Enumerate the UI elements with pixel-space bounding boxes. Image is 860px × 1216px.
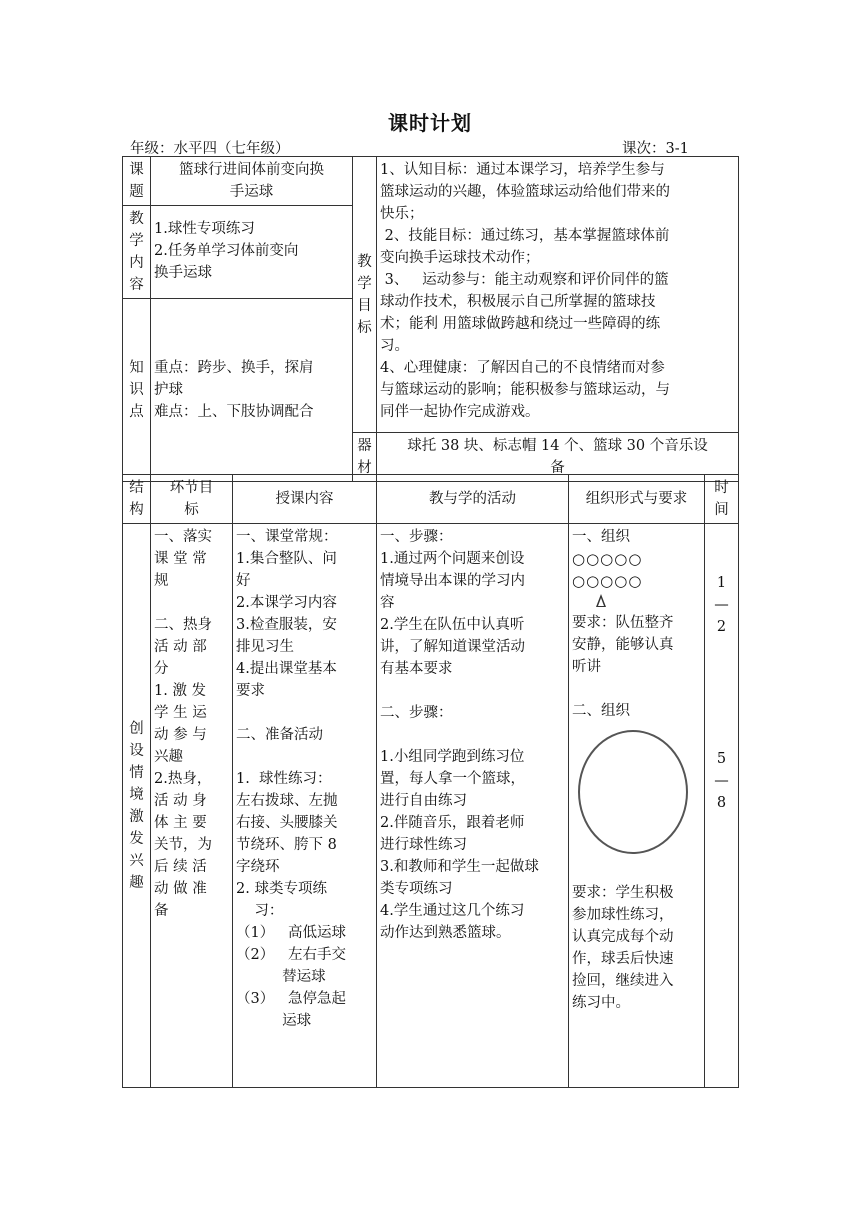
- activity-part2-line: 1.小组同学跑到练习位: [380, 749, 525, 765]
- goal-label-line: 教: [357, 253, 372, 270]
- knowledge-label-line: 点: [129, 404, 144, 420]
- goal-part2-line: 体 主 要: [154, 815, 207, 831]
- activity-cell: [377, 524, 569, 1088]
- goal-line: 3、 运动参与：能主动观察和评价同伴的篮: [380, 272, 669, 288]
- header-time: [705, 475, 739, 524]
- goal-line: 2、技能目标：通过练习，基本掌握篮球体前: [380, 228, 670, 244]
- org-req2-line: 捡回，继续进入: [572, 973, 674, 989]
- knowledge-line: 重点：跨步、换手，探肩: [154, 360, 314, 376]
- goal-part2-line: 学 生 运: [154, 705, 207, 721]
- goal-part2-line: 动 参 与: [154, 727, 207, 743]
- organization-cell: [569, 524, 705, 1088]
- content-line: 1.球性专项练习: [154, 221, 255, 237]
- activity-part2-line: 类专项练习: [380, 881, 453, 897]
- time-2-line: 8: [716, 795, 727, 811]
- content-part1-line: 排见习生: [236, 639, 294, 655]
- goal-label: [353, 157, 377, 433]
- org-req2-line: 要求：学生积极: [572, 885, 674, 901]
- content-part1-line: 好: [236, 573, 251, 589]
- header-activity: 教与学的活动: [377, 475, 569, 524]
- grade-label: 年级：水平四（七年级）: [130, 141, 290, 157]
- activity-part2-line: 进行自由练习: [380, 793, 467, 809]
- header-structure: [123, 475, 151, 524]
- structure-line: 发: [129, 830, 144, 847]
- header-goal-line: 标: [184, 502, 199, 518]
- activity-part1-line: 一、步骤：: [380, 529, 453, 545]
- structure-line: 兴: [129, 852, 144, 869]
- time-1-line: 1: [716, 575, 727, 591]
- content-part2-line: 替运球: [236, 969, 326, 985]
- content-part2-line: 习：: [236, 903, 284, 919]
- header-goal: [151, 475, 233, 524]
- goal-cell: [151, 524, 233, 1088]
- content-part2-line: 节绕环、胯下 8: [236, 837, 337, 853]
- goal-line: 变向换手运球技术动作；: [380, 250, 540, 266]
- activity-part2-line: 动作达到熟悉篮球。: [380, 925, 511, 941]
- content-part2-line: 2. 球类专项练: [236, 881, 327, 897]
- goal-label-line: 标: [357, 319, 372, 336]
- org-req1-line: 听讲: [572, 659, 601, 675]
- goal-line: 快乐；: [380, 206, 424, 222]
- activity-part2-line: 进行球性练习: [380, 837, 467, 853]
- org-req2-line: 作，球丢后快速: [572, 951, 674, 967]
- content-part2-line: 左右拨球、左抛: [236, 793, 338, 809]
- topic-label-line: 题: [129, 184, 144, 200]
- structure-cell: [123, 524, 151, 1088]
- content-label-line: 内: [129, 255, 144, 271]
- circle-formation-icon: [578, 730, 688, 854]
- teacher-triangle-icon: [596, 594, 606, 607]
- topic-label-line: 课: [129, 162, 144, 178]
- knowledge-line: 护球: [154, 382, 183, 398]
- content-part1-line: 要求: [236, 683, 265, 699]
- goal-line: 与篮球运动的影响；能积极参与篮球运动，与: [380, 382, 670, 398]
- org-req2-line: 练习中。: [572, 995, 630, 1011]
- formation-row-2: ○○○○○: [572, 572, 643, 590]
- lesson-number: 课次：3-1: [622, 141, 689, 157]
- goal-label-line: 目: [357, 297, 372, 314]
- content-part2-line: 运球: [236, 1013, 312, 1029]
- content-part1-line: 1.集合整队、问: [236, 551, 337, 567]
- topic-line: 篮球行进间体前变向换: [179, 162, 324, 178]
- activity-part1-line: 情境导出本课的学习内: [380, 573, 525, 589]
- header-goal-line: 环节目: [169, 480, 214, 496]
- goal-line: 习。: [380, 338, 409, 354]
- org-req1-line: 安静，能够认真: [572, 637, 674, 653]
- content-value: [151, 206, 353, 299]
- content-label-line: 教: [129, 211, 144, 227]
- activity-part2-line: 二、步骤：: [380, 705, 453, 721]
- content-cell: [233, 524, 377, 1088]
- org-title-1: 一、组织: [572, 529, 630, 545]
- topic-label: [123, 157, 151, 206]
- goal-part2-line: 备: [154, 903, 169, 919]
- equip-line: 备: [550, 460, 565, 476]
- time-cell: [705, 524, 739, 1088]
- time-1-line: —: [714, 597, 729, 613]
- structure-line: 趣: [129, 874, 144, 891]
- goal-line: 术；能利 用篮球做跨越和绕过一些障碍的练: [380, 316, 661, 332]
- activity-part2-line: 4.学生通过这几个练习: [380, 903, 525, 919]
- goal-label-line: 学: [357, 275, 372, 292]
- activity-part1-line: 1.通过两个问题来创设: [380, 551, 525, 567]
- header-org: 组织形式与要求: [569, 475, 705, 524]
- org-req1-line: 要求：队伍整齐: [572, 615, 674, 631]
- content-part1-line: 2.本课学习内容: [236, 595, 337, 611]
- formation-row-1: ○○○○○: [572, 550, 643, 568]
- structure-line: 情: [129, 764, 144, 781]
- activity-part2-line: 2.伴随音乐，跟着老师: [380, 815, 525, 831]
- lesson-info-table: [122, 156, 739, 482]
- activity-part2-line: [380, 724, 565, 746]
- org-req2-line: 参加球性练习，: [572, 907, 674, 923]
- teaching-goals: [377, 157, 739, 433]
- goal-line: 1、认知目标：通过本课学习，培养学生参与: [380, 162, 665, 178]
- equip-line: 球托 38 块、标志帽 14 个、篮球 30 个音乐设: [407, 438, 708, 454]
- content-label: [123, 206, 151, 299]
- activity-part1-line: 容: [380, 595, 395, 611]
- content-part2-line: 二、准备活动: [236, 727, 323, 743]
- knowledge-line: 难点：上、下肢协调配合: [154, 404, 314, 420]
- content-line: 换手运球: [154, 265, 212, 281]
- activity-part1-line: 2.学生在队伍中认真听: [380, 617, 525, 633]
- goal-part2-line: 活 动 部: [154, 639, 207, 655]
- page-title: 课时计划: [388, 111, 472, 135]
- goal-part1-line: 课 堂 常: [154, 551, 207, 567]
- content-part1-line: 一、课堂常规：: [236, 529, 338, 545]
- knowledge-label: [123, 299, 151, 482]
- org-req2-line: 认真完成每个动: [572, 929, 674, 945]
- goal-part2-line: 2.热身，: [154, 771, 212, 787]
- goal-part2-line: 1. 激 发: [154, 683, 207, 699]
- goal-part1-line: 规: [154, 573, 169, 589]
- content-label-line: 学: [129, 233, 144, 249]
- content-part2-line: 右接、头腰膝关: [236, 815, 338, 831]
- goal-part1-line: 一、落实: [154, 529, 212, 545]
- knowledge-value: [151, 299, 353, 482]
- time-2-line: 5: [716, 751, 727, 767]
- goal-part2-line: 分: [154, 661, 169, 677]
- structure-line: 境: [129, 786, 144, 803]
- header-time-line: 间: [714, 502, 729, 518]
- header-content: 授课内容: [233, 475, 377, 524]
- time-1-line: 2: [716, 619, 727, 635]
- activity-part1-line: 有基本要求: [380, 661, 453, 677]
- goal-part2-line: 动 做 准: [154, 881, 207, 897]
- lesson-plan-table: [122, 474, 739, 1088]
- equip-label-line: 材: [357, 460, 372, 476]
- activity-part2-line: 3.和教师和学生一起做球: [380, 859, 539, 875]
- knowledge-label-line: 识: [129, 382, 144, 398]
- content-part2-line: [236, 746, 373, 768]
- goal-part2-line: 二、热身: [154, 617, 212, 633]
- goal-part2-line: 活 动 身: [154, 793, 207, 809]
- time-2-line: —: [714, 773, 729, 789]
- content-part2-line: 1. 球性练习：: [236, 771, 332, 787]
- structure-line: 设: [129, 742, 144, 759]
- content-part2-line: （1） 高低运球: [236, 925, 347, 941]
- goal-line: 球动作技术，积极展示自己所掌握的篮球技: [380, 294, 656, 310]
- content-part2-line: （2） 左右手交: [236, 947, 347, 963]
- goal-line: 同伴一起协作完成游戏。: [380, 404, 540, 420]
- content-part2-line: 字绕环: [236, 859, 280, 875]
- content-part1-line: 3.检查服装，安: [236, 617, 337, 633]
- goal-line: 篮球运动的兴趣，体验篮球运动给他们带来的: [380, 184, 670, 200]
- header-time-line: 时: [714, 480, 729, 496]
- topic-line: 手运球: [229, 184, 274, 200]
- structure-line: 创: [129, 720, 144, 737]
- header-structure-line: 结: [129, 480, 144, 496]
- activity-part2-line: 置，每人拿一个篮球，: [380, 771, 525, 787]
- goal-part2-line: 关节，为: [154, 837, 212, 853]
- activity-part1-line: 讲，了解知道课堂活动: [380, 639, 525, 655]
- content-part2-line: （3） 急停急起: [236, 991, 347, 1007]
- goal-line: 4、心理健康：了解因自己的不良情绪而对参: [380, 360, 665, 376]
- header-structure-line: 构: [129, 502, 144, 518]
- structure-line: 激: [129, 808, 144, 825]
- content-line: 2.任务单学习体前变向: [154, 243, 299, 259]
- knowledge-label-line: 知: [129, 360, 144, 376]
- content-label-line: 容: [129, 277, 144, 293]
- goal-part2-line: 兴趣: [154, 749, 183, 765]
- equip-label-line: 器: [357, 438, 372, 454]
- content-part1-line: 4.提出课堂基本: [236, 661, 337, 677]
- goal-part2-line: 后 续 活: [154, 859, 207, 875]
- topic-value: [151, 157, 353, 206]
- org-title-2: 二、组织: [572, 703, 630, 719]
